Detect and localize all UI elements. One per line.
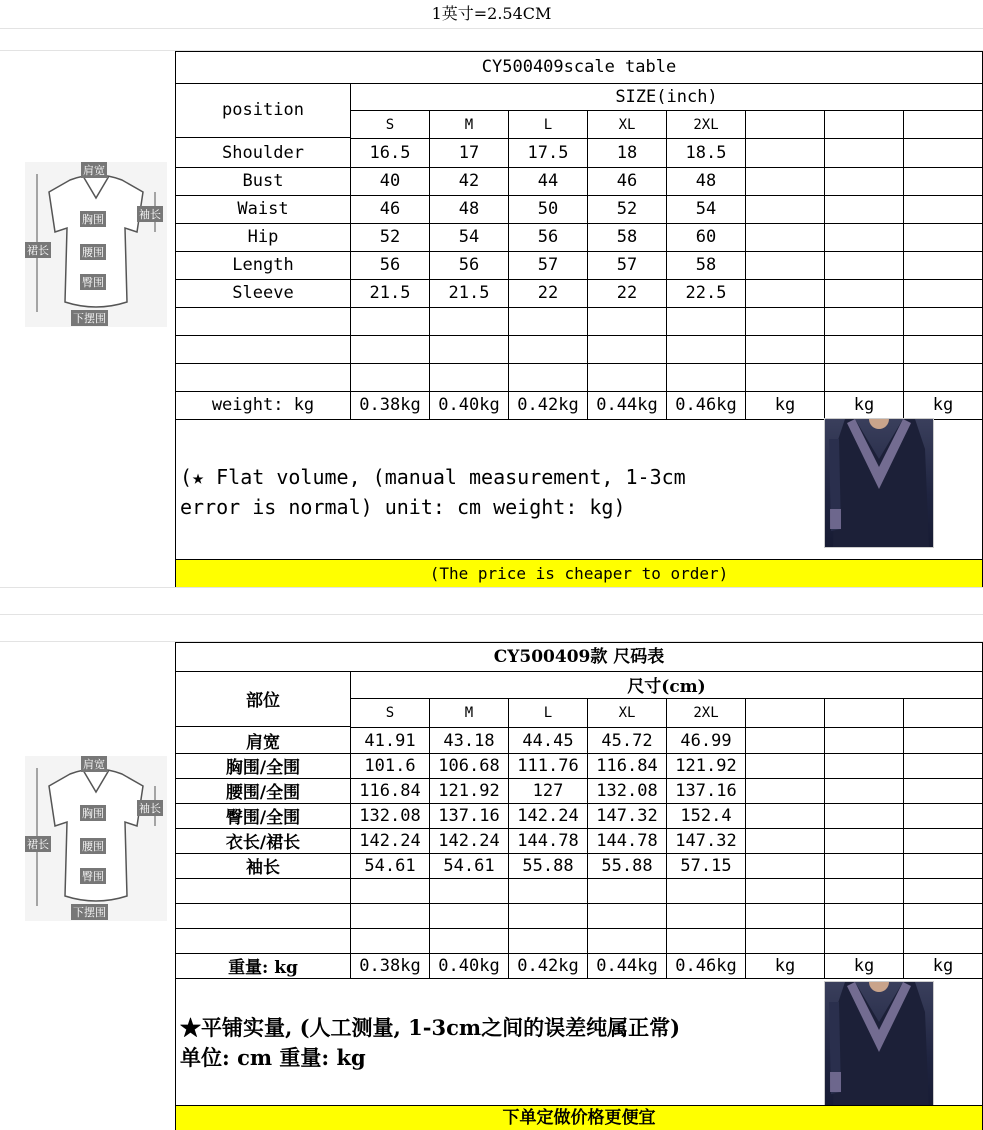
measurement-value: 18.5 [667,139,746,167]
weight-row [176,391,982,420]
diagram-label: 胸围 [82,213,104,226]
empty-cell [825,903,904,928]
empty-cell [351,335,430,363]
empty-cell [667,335,746,363]
empty-cell [588,928,667,953]
empty-cell [588,903,667,928]
measurement-value: 121.92 [430,778,509,803]
empty-cell [746,167,825,195]
empty-cell [904,307,982,335]
size-unit-header: 尺寸(cm) [351,671,982,699]
size-header [904,699,982,727]
diagram-label: 臀围 [82,276,104,289]
measurement-name: Shoulder [176,139,351,167]
empty-cell [746,251,825,279]
measurement-value: 116.84 [588,753,667,778]
weight-value: kg [825,953,904,978]
table-row [176,878,982,904]
empty-cell [904,335,982,363]
size-header: XL [588,111,667,138]
weight-label: 重量: kg [176,953,351,978]
table-row [176,828,982,854]
measurement-value: 54.61 [430,853,509,878]
english-size-table [175,51,983,587]
measurement-value: 17 [430,139,509,167]
empty-cell [904,728,982,753]
size-header: 2XL [667,111,746,138]
weight-value: 0.38kg [351,953,430,978]
measurement-value: 142.24 [351,828,430,853]
size-header [904,111,982,138]
size-names-row [351,111,982,139]
empty-cell [176,903,351,928]
measurement-value: 147.32 [588,803,667,828]
grid-line [0,614,983,615]
measurement-value: 152.4 [667,803,746,828]
empty-cell [430,335,509,363]
measurement-value: 54 [667,195,746,223]
measurement-value: 144.78 [588,828,667,853]
diagram-label: 裙长 [27,838,49,851]
note-line: 单位: cm 重量: kg [180,1045,366,1070]
measurement-name: 腰围/全围 [176,778,351,803]
measurement-value: 48 [667,167,746,195]
empty-cell [667,903,746,928]
divider [350,83,351,139]
empty-cell [904,223,982,251]
note-line: error is normal) unit: cm weight: kg) [180,495,626,519]
empty-cell [509,307,588,335]
empty-cell [825,928,904,953]
table-row [176,928,982,954]
measurement-value: 101.6 [351,753,430,778]
measurement-value: 54.61 [351,853,430,878]
empty-cell [904,878,982,903]
table-row [176,251,982,280]
measurement-value: 132.08 [588,778,667,803]
table-row [176,853,982,879]
empty-cell [904,828,982,853]
empty-cell [746,279,825,307]
measurement-name: 衣长/裙长 [176,828,351,853]
empty-cell [825,335,904,363]
table-row [176,195,982,224]
measurement-value: 137.16 [430,803,509,828]
empty-cell [509,335,588,363]
weight-value: kg [932,395,954,415]
note-line: ★平铺实量, (人工测量, 1-3cm之间的误差纯属正常) [180,1015,681,1040]
diagram-label: 腰围 [82,246,104,259]
measurement-value: 57.15 [667,853,746,878]
note-line: (★ Flat volume, (manual measurement, 1-3cm [180,465,686,489]
size-header: S [351,699,430,727]
empty-cell [588,363,667,391]
table-row [176,903,982,929]
diagram-label: 腰围 [82,840,104,853]
empty-cell [176,307,351,335]
measurement-value: 18 [588,139,667,167]
empty-cell [746,139,825,167]
measurement-value: 22 [509,279,588,307]
measurement-value: 45.72 [588,728,667,753]
empty-cell [509,903,588,928]
weight-value: kg [825,391,904,419]
empty-cell [904,928,982,953]
empty-cell [904,853,982,878]
empty-cell [904,195,982,223]
table-row [176,363,982,392]
table-title: CY500409款 尺码表 [176,643,982,672]
weight-value: kg [746,391,825,419]
empty-cell [825,363,904,391]
size-names-row [351,699,982,728]
empty-cell [746,928,825,953]
divider [350,671,351,728]
position-header: position [176,83,351,138]
diagram-label: 肩宽 [83,758,105,771]
empty-cell [430,928,509,953]
diagram-label: 裙长 [27,244,49,257]
empty-cell [746,335,825,363]
measurement-value: 58 [588,223,667,251]
diagram-label: 袖长 [139,208,161,221]
empty-cell [904,778,982,803]
empty-cell [430,878,509,903]
empty-cell [667,307,746,335]
empty-cell [746,223,825,251]
dress-measurement-diagram [25,162,167,327]
empty-cell [667,928,746,953]
measurement-note [180,1013,680,1073]
empty-cell [904,363,982,391]
empty-cell [509,363,588,391]
empty-cell [825,139,904,167]
measurement-value: 22.5 [667,279,746,307]
measurement-value: 58 [667,251,746,279]
weight-value: 0.40kg [430,953,509,978]
empty-cell [904,139,982,167]
measurement-value: 17.5 [509,139,588,167]
diagram-label: 下摆围 [73,906,106,919]
size-header: L [509,699,588,727]
empty-cell [746,903,825,928]
empty-cell [351,363,430,391]
measurement-value: 137.16 [667,778,746,803]
weight-value: 0.44kg [588,953,667,978]
position-header: 部位 [176,671,351,727]
weight-value: 0.44kg [588,391,667,419]
empty-cell [904,167,982,195]
measurement-name: Waist [176,195,351,223]
weight-value: kg [746,953,825,978]
unit-conversion-note: 1英寸=2.54CM [0,0,983,29]
measurement-value: 21.5 [430,279,509,307]
size-header: S [351,111,430,138]
measurement-value: 52 [351,223,430,251]
measurement-value: 142.24 [509,803,588,828]
empty-cell [351,928,430,953]
measurement-value: 147.32 [667,828,746,853]
empty-cell [176,928,351,953]
measurement-value: 44 [509,167,588,195]
measurement-value: 16.5 [351,139,430,167]
measurement-value: 22 [588,279,667,307]
empty-cell [746,828,825,853]
measurement-value: 43.18 [430,728,509,753]
size-header: 2XL [667,699,746,727]
dress-measurement-diagram [25,756,167,921]
empty-cell [746,307,825,335]
empty-cell [176,363,351,391]
empty-cell [825,778,904,803]
empty-cell [430,903,509,928]
weight-value: 0.46kg [667,953,746,978]
measurement-value: 56 [509,223,588,251]
diagram-label: 下摆围 [73,312,106,325]
diagram-label: 肩宽 [83,164,105,177]
empty-cell [746,728,825,753]
measurement-value: 111.76 [509,753,588,778]
measurement-value: 41.91 [351,728,430,753]
measurement-value: 44.45 [509,728,588,753]
empty-cell [825,279,904,307]
weight-value: 0.46kg [667,391,746,419]
measurement-value: 57 [588,251,667,279]
size-header: M [430,699,509,727]
empty-cell [825,195,904,223]
table-row [176,223,982,252]
measurement-value: 127 [509,778,588,803]
measurement-name: Sleeve [176,279,351,307]
measurement-value: 121.92 [667,753,746,778]
empty-cell [746,778,825,803]
measurement-value: 48 [430,195,509,223]
empty-cell [904,251,982,279]
empty-cell [904,903,982,928]
measurement-name: Hip [176,223,351,251]
measurement-value: 40 [351,167,430,195]
diagram-label: 袖长 [139,802,161,815]
product-photo [824,418,934,548]
measurement-value: 56 [351,251,430,279]
measurement-value: 21.5 [351,279,430,307]
measurement-value: 106.68 [430,753,509,778]
empty-cell [509,878,588,903]
measurement-value: 60 [667,223,746,251]
empty-cell [825,853,904,878]
measurement-value: 116.84 [351,778,430,803]
empty-cell [430,363,509,391]
grid-line [0,587,983,588]
empty-cell [825,728,904,753]
empty-cell [351,307,430,335]
empty-cell [746,363,825,391]
empty-cell [825,307,904,335]
table-row [176,279,982,308]
empty-cell [430,307,509,335]
measurement-value: 55.88 [588,853,667,878]
empty-cell [825,878,904,903]
measurement-value: 56 [430,251,509,279]
measurement-value: 57 [509,251,588,279]
measurement-name: 肩宽 [176,728,351,753]
table-row [176,728,982,754]
measurement-name: Bust [176,167,351,195]
measurement-value: 46 [588,167,667,195]
size-header [746,699,825,727]
weight-value: kg [932,955,954,976]
empty-cell [825,223,904,251]
size-unit-header: SIZE(inch) [351,83,982,111]
empty-cell [825,828,904,853]
table-row [176,307,982,336]
measurement-name: 臀围/全围 [176,803,351,828]
size-header [746,111,825,138]
weight-value: 0.42kg [509,391,588,419]
empty-cell [825,803,904,828]
diagram-label: 胸围 [82,807,104,820]
empty-cell [351,903,430,928]
table-row [176,335,982,364]
empty-cell [588,878,667,903]
measurement-value: 52 [588,195,667,223]
empty-cell [904,279,982,307]
measurement-value: 50 [509,195,588,223]
measurement-value: 46.99 [667,728,746,753]
product-photo [824,981,934,1111]
empty-cell [509,928,588,953]
empty-cell [825,251,904,279]
measurement-value: 42 [430,167,509,195]
empty-cell [746,803,825,828]
measurement-value: 54 [430,223,509,251]
table-row [176,167,982,196]
measurement-value: 142.24 [430,828,509,853]
diagram-label: 臀围 [82,870,104,883]
measurement-name: 袖长 [176,853,351,878]
empty-cell [746,195,825,223]
measurement-name: 胸围/全围 [176,753,351,778]
price-footer: (The price is cheaper to order) [176,559,982,587]
empty-cell [825,167,904,195]
size-header: M [430,111,509,138]
weight-row [176,953,982,979]
empty-cell [746,753,825,778]
measurement-value: 132.08 [351,803,430,828]
measurement-value: 144.78 [509,828,588,853]
price-footer: 下单定做价格更便宜 [176,1105,982,1130]
measurement-value: 55.88 [509,853,588,878]
empty-cell [176,335,351,363]
empty-cell [825,753,904,778]
measurement-value: 46 [351,195,430,223]
size-header [825,111,904,138]
empty-cell [904,753,982,778]
empty-cell [588,307,667,335]
empty-cell [176,878,351,903]
empty-cell [746,853,825,878]
empty-cell [667,363,746,391]
size-header [825,699,904,727]
weight-value: 0.40kg [430,391,509,419]
weight-value: 0.42kg [509,953,588,978]
size-header: L [509,111,588,138]
weight-value: 0.38kg [351,391,430,419]
weight-label: weight: kg [176,391,351,419]
measurement-note [180,462,686,522]
empty-cell [351,878,430,903]
empty-cell [904,803,982,828]
measurement-name: Length [176,251,351,279]
size-header: XL [588,699,667,727]
table-row [176,139,982,168]
empty-cell [746,878,825,903]
chinese-size-table [175,642,983,1130]
empty-cell [588,335,667,363]
table-row [176,778,982,804]
table-row [176,753,982,779]
table-title: CY500409scale table [176,52,982,84]
table-row [176,803,982,829]
empty-cell [667,878,746,903]
